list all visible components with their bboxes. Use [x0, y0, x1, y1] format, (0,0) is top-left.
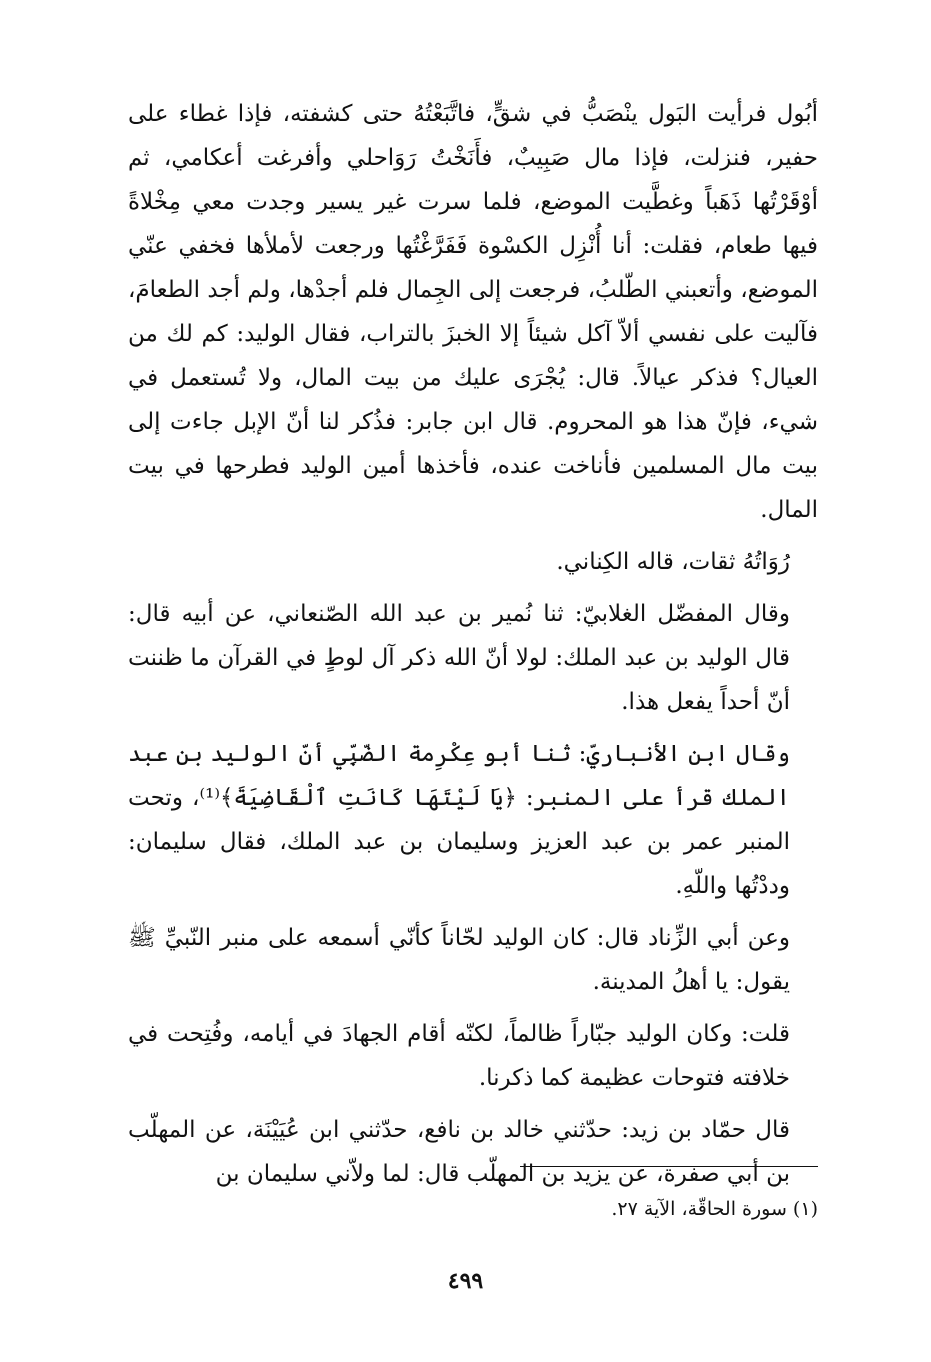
paragraph-7: قال حمّاد بن زيد: حدّثني خالد بن نافع، حدّثني ابن عُيَيْنَة، عن المهلّب بن أبي صفرة، عن يزيد بن المهلّب قال: لما ولاّني سليمان بن — [128, 1117, 790, 1187]
paragraph-6: قلت: وكان الوليد جبّاراً ظالماً، لكنّه أقام الجهادَ في أيامه، وفُتِحت في خلافته فتوحات عظيمة كما ذكرنا. — [128, 1021, 791, 1091]
page-number: ٤٩٩ — [447, 1268, 484, 1294]
paragraph-2: رُوَاتُهُ ثقات، قاله الكِناني. — [556, 549, 790, 575]
footnote-divider — [520, 1166, 818, 1167]
main-text — [128, 92, 818, 1196]
footnote: (١) سورة الحاقّة، الآية ٢٧. — [611, 1198, 818, 1220]
paragraph-5: وعن أبي الزِّناد قال: كان الوليد لحّاناً كأنّي أسمعه على منبر النّبيِّ ﷺ يقول: يا أهلُ المدينة. — [128, 925, 790, 995]
paragraph-1: أبُول فرأيت البَول ينْصَبُّ في شقٍّ، فاتَّبَعْتُهُ حتى كشفته، فإذا غطاء على حفير، فنزلت، فإذا مال صَبِيبٌ، فأَنَخْتُ رَوَاحلي وأفرغت أعكامي، ثم أوْقَرْتُها ذَهَباً وغطَّيت الموضع، فلما سرت غير يسير وجدت معي مِخْلاةً فيها طعام، فقلت: أنا أُنْزِل الكسْوة فَفَرَّغْتُها ورجعت لأملأها فخفي عنّي الموضع، وأتعبني الطّلبُ، فرجعت إلى الجِمال فلم أجدْها، ولم أجد الطعامَ، فآليت على نفسي ألاّ آكل شيئاً إلا الخبزَ بالتراب، فقال الوليد: كم لك من العيال؟ فذكر عيالاً. قال: يُجْرَى عليك من بيت المال، ولا تُستعمل في شيء، فإنّ هذا هو المحروم. قال ابن جابر: فذُكر لنا أنّ الإبل جاءت إلى بيت مال المسلمين فأناخت عنده، فأخذها أمين الوليد فطرحها في بيت المال. — [128, 101, 818, 523]
paragraph-3: وقال المفضّل الغلابيّ: ثنا نُمير بن عبد الله الصّنعاني، عن أبيه قال: قال الوليد بن عبد الملك: لولا أنّ الله ذكر آل لوطٍ في القرآن ما ظننت أنّ أحداً يفعل هذا. — [128, 601, 790, 715]
paragraph-4: وقال ابن الأنباريّ: ثنا أبو عِكْرِمة الضّبِّي أنّ الوليد بن عبد الملك قرأ على المنبر: ﴿يَا لَيْتَهَا كَانَتِ ٱلْقَاضِيَةَ﴾⁽¹⁾، وتحت المنبر عمر بن عبد العزيز وسليمان بن عبد الملك، فقال سليمان: وددْتُها واللّهِ. — [128, 741, 790, 899]
